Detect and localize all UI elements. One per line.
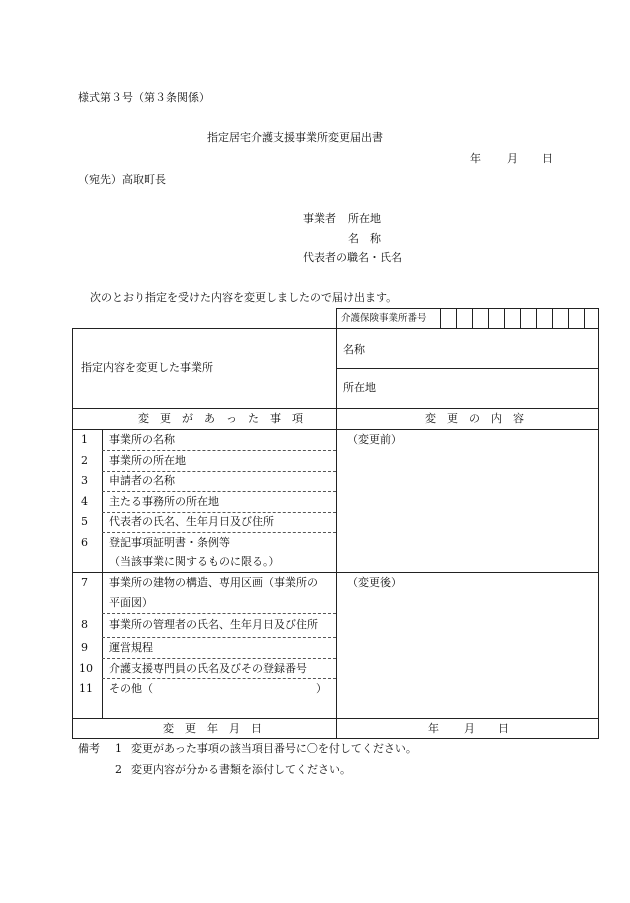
page-title: 指定居宅介護支援事業所変更届出書 bbox=[207, 131, 383, 144]
item-separator bbox=[102, 532, 336, 533]
item-label: 代表者の氏名、生年月日及び住所 bbox=[109, 515, 274, 528]
item-number: 4 bbox=[81, 495, 88, 508]
license-digit-divider bbox=[568, 309, 569, 328]
item-label: 事業所の名称 bbox=[109, 433, 175, 446]
license-digit-divider bbox=[504, 309, 505, 328]
item-separator bbox=[102, 637, 336, 638]
applicant-label: 事業者 bbox=[303, 212, 336, 225]
license-number-label: 介護保険事業所番号 bbox=[341, 313, 427, 324]
item-number: 1 bbox=[81, 433, 88, 446]
applicant-address-label: 所在地 bbox=[348, 212, 381, 225]
before-change-label: （変更前） bbox=[347, 433, 402, 446]
item-label-line2: 平面図） bbox=[109, 596, 153, 609]
header-top-line bbox=[73, 408, 599, 409]
item-label: 事業所の管理者の氏名、生年月日及び住所 bbox=[109, 618, 318, 631]
item-label: 申請者の名称 bbox=[109, 474, 175, 487]
item-number: 3 bbox=[81, 474, 88, 487]
applicant-representative-label: 代表者の職名・氏名 bbox=[303, 251, 402, 264]
addressee: （宛先）高取町長 bbox=[78, 173, 166, 186]
note-number: 1 bbox=[115, 742, 122, 755]
item-separator bbox=[102, 512, 336, 513]
change-form-table bbox=[72, 328, 599, 739]
note-text: 変更内容が分かる書類を添付してください。 bbox=[131, 763, 351, 776]
item-label: 運営規程 bbox=[109, 641, 153, 654]
license-digit-divider bbox=[552, 309, 553, 328]
item-label-line2: （当該事業に関するものに限る。） bbox=[109, 555, 280, 568]
facility-name-divider bbox=[336, 368, 599, 369]
facility-name-label: 名称 bbox=[343, 343, 365, 356]
item-label-close: ） bbox=[316, 682, 327, 695]
facility-address-label: 所在地 bbox=[343, 381, 376, 394]
after-change-label: （変更後） bbox=[347, 576, 402, 589]
license-digit-divider bbox=[584, 309, 585, 328]
item-number: 11 bbox=[79, 682, 93, 695]
item-number: 2 bbox=[81, 454, 88, 467]
date-year: 年 bbox=[470, 152, 481, 165]
item-label: 介護支援専門員の氏名及びその登録番号 bbox=[109, 662, 307, 675]
notes-label: 備考 bbox=[78, 742, 100, 755]
center-divider bbox=[336, 329, 337, 719]
header-bottom-line bbox=[73, 429, 599, 430]
change-date-day: 日 bbox=[498, 722, 509, 735]
item-number: 6 bbox=[81, 536, 88, 549]
license-digit-divider bbox=[440, 309, 441, 328]
change-date-label: 変 更 年 月 日 bbox=[163, 722, 262, 735]
note-number: 2 bbox=[115, 763, 122, 776]
item-separator bbox=[102, 450, 336, 451]
license-digit-divider bbox=[536, 309, 537, 328]
license-digit-divider bbox=[488, 309, 489, 328]
item-separator-solid bbox=[73, 572, 336, 573]
form-number: 様式第３号（第３条関係） bbox=[78, 91, 210, 104]
before-after-divider bbox=[336, 572, 599, 573]
header-changed-items: 変 更 が あ っ た 事 項 bbox=[138, 412, 303, 425]
intro-text: 次のとおり指定を受けた内容を変更しましたので届け出ます。 bbox=[90, 291, 398, 304]
license-digit-divider bbox=[472, 309, 473, 328]
item-label: その他（ bbox=[109, 682, 153, 695]
item-number: 7 bbox=[81, 576, 88, 589]
item-number: 8 bbox=[81, 618, 88, 631]
item-label: 事業所の所在地 bbox=[109, 454, 186, 467]
change-date-divider bbox=[336, 718, 337, 739]
license-digit-divider bbox=[520, 309, 521, 328]
item-separator bbox=[102, 471, 336, 472]
item-number: 10 bbox=[79, 662, 93, 675]
item-separator bbox=[102, 491, 336, 492]
change-date-year: 年 bbox=[428, 722, 439, 735]
item-separator bbox=[102, 658, 336, 659]
applicant-name-label: 名 称 bbox=[348, 232, 381, 245]
item-number: 5 bbox=[81, 515, 88, 528]
item-label: 登記事項証明書・条例等 bbox=[109, 536, 230, 549]
number-column-divider bbox=[102, 429, 103, 718]
item-separator bbox=[102, 678, 336, 679]
item-label: 事業所の建物の構造、専用区画（事業所の bbox=[109, 576, 318, 589]
license-digit-divider bbox=[456, 309, 457, 328]
item-label: 主たる事務所の所在地 bbox=[109, 495, 219, 508]
item-number: 9 bbox=[81, 641, 88, 654]
item-separator bbox=[102, 613, 336, 614]
facility-row-label: 指定内容を変更した事業所 bbox=[81, 361, 213, 374]
note-text: 変更があった事項の該当項目番号に〇を付してください。 bbox=[131, 742, 417, 755]
license-number-box[interactable] bbox=[336, 308, 599, 329]
change-date-month: 月 bbox=[464, 722, 475, 735]
header-change-content: 変 更 の 内 容 bbox=[425, 412, 524, 425]
date-month: 月 bbox=[507, 152, 518, 165]
date-day: 日 bbox=[542, 152, 553, 165]
